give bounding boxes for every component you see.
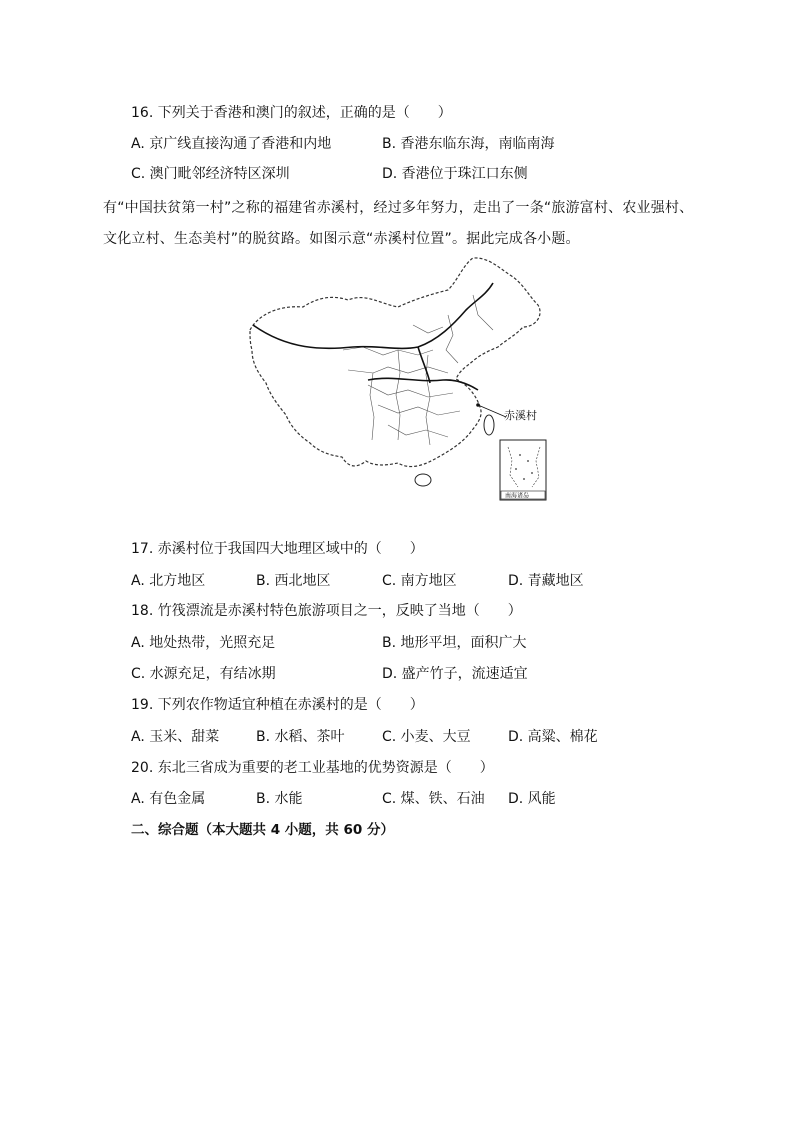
q16-option-d: D. 香港位于珠江口东侧 [382, 166, 528, 182]
q16-stem: 16. 下列关于香港和澳门的叙述，正确的是（ ） [131, 105, 452, 121]
q19-option-b: B. 水稻、茶叶 [256, 729, 345, 745]
china-border [250, 258, 540, 467]
passage-line-1: 有“中国扶贫第一村”之称的福建省赤溪村，经过多年努力，走出了一条“旅游富村、农业强村、 [103, 200, 694, 216]
q19-option-a: A. 玉米、甜菜 [131, 729, 220, 745]
q18-option-a: A. 地处热带，光照充足 [131, 635, 276, 651]
q16-option-c: C. 澳门毗邻经济特区深圳 [131, 166, 290, 182]
q20-option-b: B. 水能 [256, 791, 303, 807]
q17-option-a: A. 北方地区 [131, 573, 206, 589]
q17-stem: 17. 赤溪村位于我国四大地理区域中的（ ） [131, 541, 424, 557]
q17-option-d: D. 青藏地区 [508, 573, 584, 589]
q18-option-c: C. 水源充足，有结冰期 [131, 666, 276, 682]
q19-option-c: C. 小麦、大豆 [382, 729, 471, 745]
q20-option-a: A. 有色金属 [131, 791, 206, 807]
q20-stem: 20. 东北三省成为重要的老工业基地的优势资源是（ ） [131, 760, 494, 776]
q18-stem: 18. 竹筏漂流是赤溪村特色旅游项目之一，反映了当地（ ） [131, 603, 522, 619]
q19-option-d: D. 高粱、棉花 [508, 729, 598, 745]
q18-option-b: B. 地形平坦，面积广大 [382, 635, 527, 651]
q16-option-b: B. 香港东临东海，南临南海 [382, 136, 555, 152]
q17-option-b: B. 西北地区 [256, 573, 331, 589]
q20-option-c: C. 煤、铁、石油 [382, 791, 485, 807]
q20-option-d: D. 风能 [508, 791, 556, 807]
chixi-village-location-map [248, 255, 550, 503]
chixi-village-leader-line [478, 405, 506, 417]
q16-option-a: A. 京广线直接沟通了香港和内地 [131, 136, 332, 152]
section-2-heading: 二、综合题（本大题共 4 小题，共 60 分） [131, 822, 394, 838]
province-boundaries [343, 295, 493, 445]
q17-option-c: C. 南方地区 [382, 573, 457, 589]
chixi-village-label: 赤溪村 [504, 409, 537, 422]
south-sea-inset-label: 南海诸岛 [505, 492, 530, 500]
passage-line-2: 文化立村、生态美村”的脱贫路。如图示意“赤溪村位置”。据此完成各小题。 [103, 231, 580, 247]
q18-option-d: D. 盛产竹子，流速适宜 [382, 666, 528, 682]
q19-stem: 19. 下列农作物适宜种植在赤溪村的是（ ） [131, 697, 424, 713]
taiwan-island [484, 415, 494, 435]
hainan-island [415, 474, 431, 486]
